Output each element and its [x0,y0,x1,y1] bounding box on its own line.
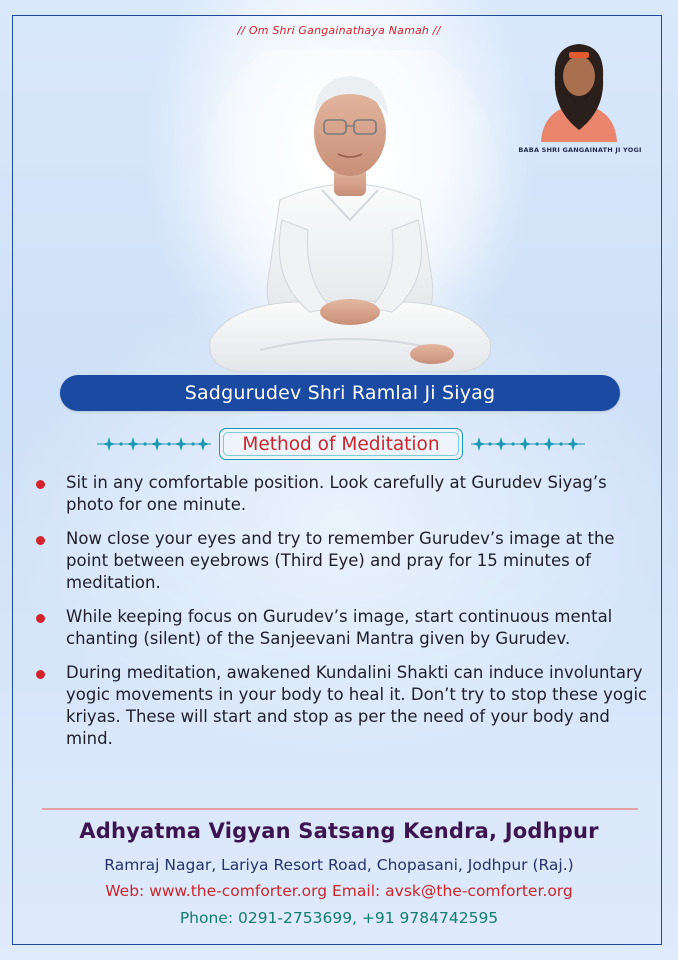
list-item [30,528,655,594]
list-item [30,606,655,650]
bullet-dot-icon [36,614,45,623]
guru-name: Sadgurudev Shri Ramlal Ji Siyag [184,382,496,404]
bullet-dot-icon [36,480,45,489]
bullet-dot-icon [36,670,45,679]
guru-name-banner [60,375,620,411]
step-text: While keeping focus on Gurudev’s image, start continuous mental chanting (silent) of the Sanjeevani Mantra given by Gurudev. [66,607,613,648]
section-title-text: Method of Meditation [242,433,440,455]
organization-name: Adhyatma Vigyan Satsang Kendra, Jodhpur [79,819,599,843]
web-email-line[interactable]: Web: www.the-comforter.org Email: avsk@the-comforter.org [105,882,573,900]
organization-address: Ramraj Nagar, Lariya Resort Road, Chopasani, Jodhpur (Raj.) [104,856,574,874]
footer-divider [42,808,638,810]
meditation-steps-list [30,472,655,762]
baba-portrait [537,38,621,142]
phone-line[interactable]: Phone: 0291-2753699, +91 9784742595 [179,909,499,927]
step-text: During meditation, awakened Kundalini Shakti can induce involuntary yogic movements in your body to heal it. Don’t try to stop these yogic kriyas. These will start and stop as per the need of your body and mind. [66,663,648,748]
section-heading [95,422,585,466]
step-text: Sit in any comfortable position. Look carefully at Gurudev Siyag’s photo for one minute. [66,473,607,514]
bullet-dot-icon [36,536,45,545]
header-mantra: // Om Shri Gangainathaya Namah // [237,24,441,37]
list-item [30,472,655,516]
sparkle-divider-left-icon [95,433,213,455]
section-title [219,428,463,460]
baba-caption: BABA SHRI GANGAINATH JI YOGI [518,146,642,154]
guru-portrait [200,50,500,380]
list-item [30,662,655,750]
sparkle-divider-right-icon [469,433,587,455]
step-text: Now close your eyes and try to remember Gurudev’s image at the point between eyebrows (Third Eye) and pray for 15 minutes of meditation. [66,529,615,592]
